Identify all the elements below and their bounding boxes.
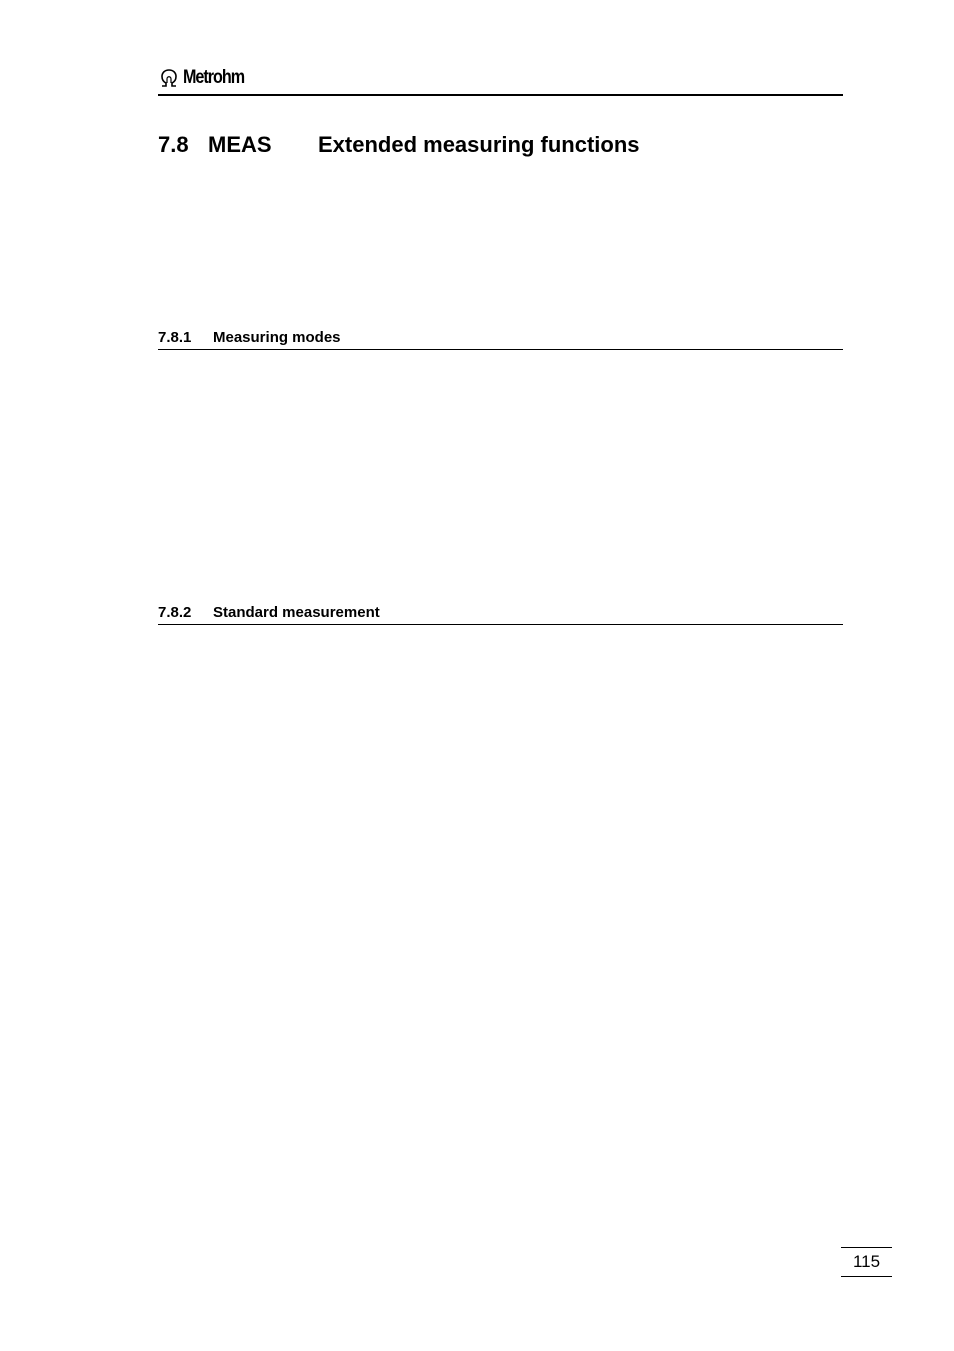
section-keyword: MEAS <box>208 132 272 157</box>
subsection-heading-standard-measurement <box>158 603 843 625</box>
page-header <box>158 66 843 96</box>
section-title-text: Extended measuring functions <box>318 132 640 157</box>
subsection-heading-measuring-modes <box>158 328 843 350</box>
metrohm-logo <box>158 66 255 90</box>
subsection-title: Standard measurement <box>213 604 380 621</box>
page-number: 115 <box>841 1247 892 1277</box>
omega-icon <box>158 67 180 89</box>
subsection-number: 7.8.2 <box>158 604 192 621</box>
section-number: 7.8 <box>158 132 189 157</box>
subsection-title: Measuring modes <box>213 329 341 346</box>
logo-text: Metrohm <box>183 67 245 88</box>
section-title <box>158 130 640 160</box>
subsection-number: 7.8.1 <box>158 329 192 346</box>
